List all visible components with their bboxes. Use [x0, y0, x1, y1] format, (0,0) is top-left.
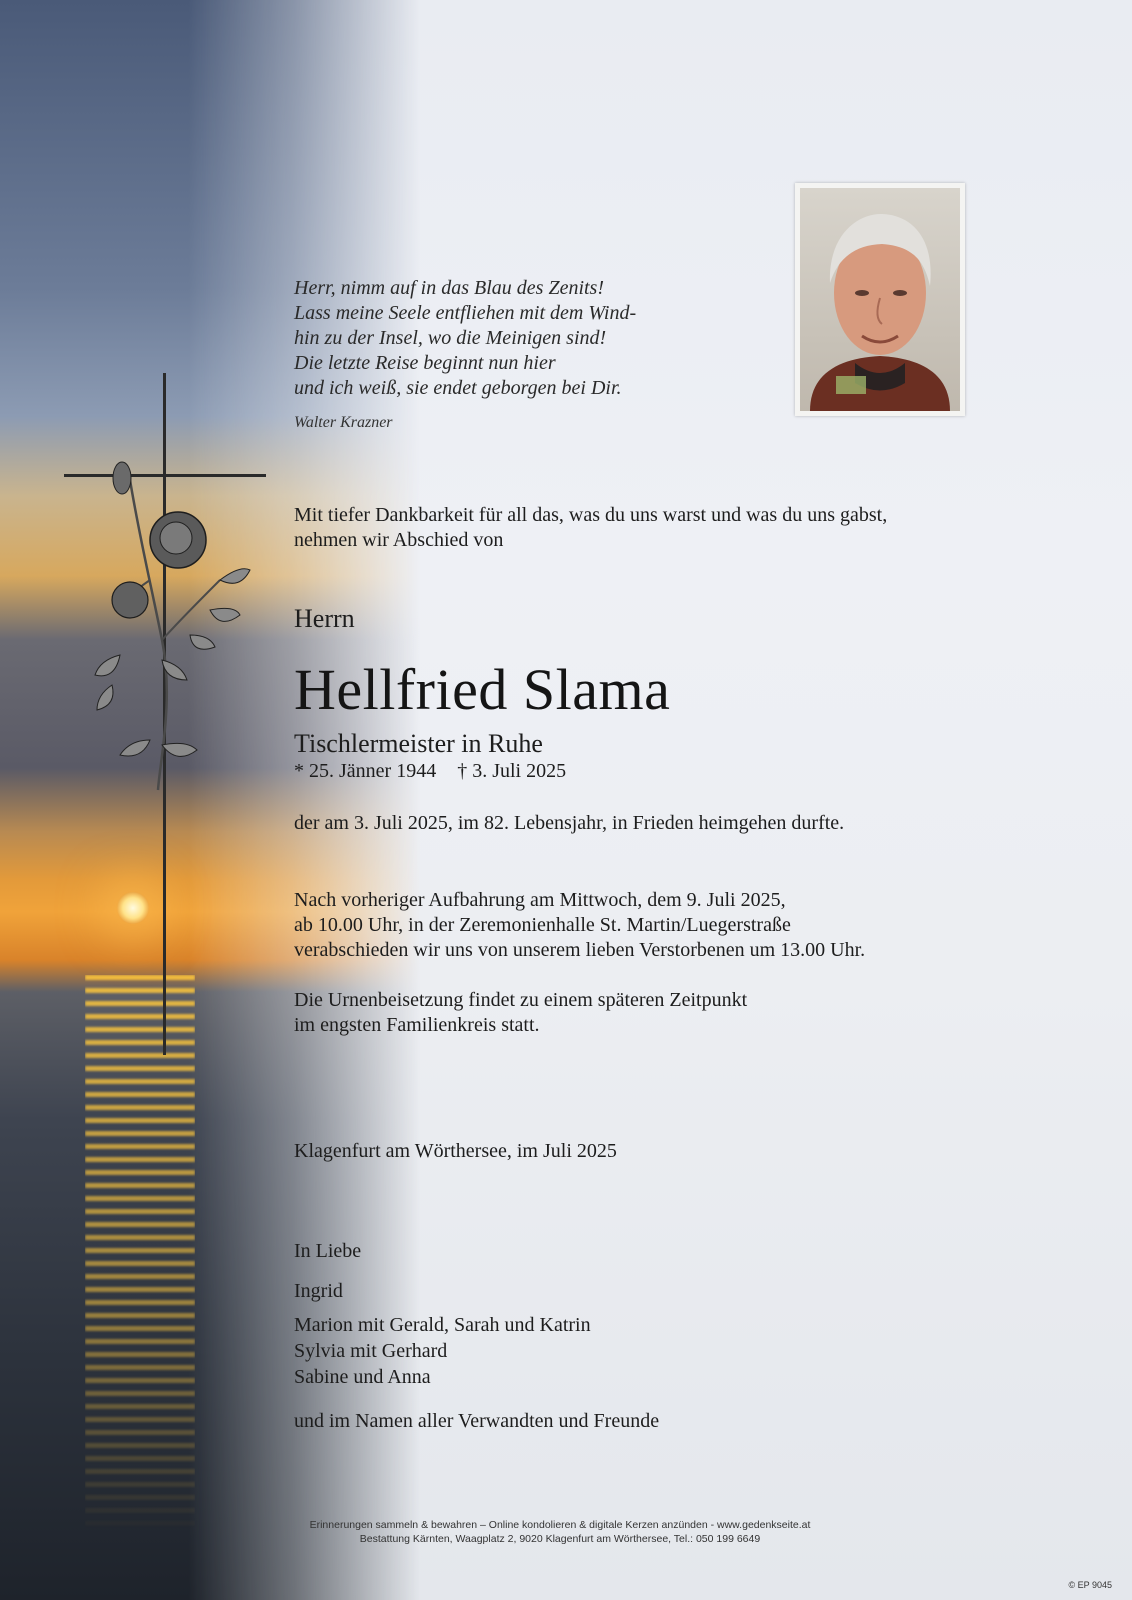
salutation: Herrn [294, 604, 355, 633]
place-date: Klagenfurt am Wörthersee, im Juli 2025 [294, 1140, 617, 1162]
mourners-list [294, 1278, 591, 1390]
urn-line: Die Urnenbeisetzung findet zu einem späteren Zeitpunkt [294, 989, 748, 1011]
death-note: der am 3. Juli 2025, im 82. Lebensjahr, in Frieden heimgehen durfte. [294, 812, 845, 834]
urn-info [294, 988, 747, 1038]
deceased-profession: Tischlermeister in Ruhe [294, 729, 543, 758]
ceremony-info [294, 888, 865, 963]
ceremony-line: verabschieden wir uns von unserem lieben Verstorbenen um 13.00 Uhr. [294, 939, 866, 961]
poem-author: Walter Krazner [294, 414, 393, 431]
deceased-name: Hellfried Slama [294, 657, 671, 722]
ceremony-line: Nach vorheriger Aufbahrung am Mittwoch, dem 9. Juli 2025, [294, 889, 786, 911]
mourner: Sabine und Anna [294, 1366, 431, 1388]
mourner: Sylvia mit Gerhard [294, 1340, 448, 1362]
intro-line: Mit tiefer Dankbarkeit für all das, was du uns warst und was du uns gabst, [294, 504, 888, 526]
urn-line: im engsten Familienkreis statt. [294, 1014, 540, 1036]
mourners-closing: und im Namen aller Verwandten und Freunde [294, 1410, 660, 1432]
footer [240, 1518, 880, 1546]
ceremony-line: ab 10.00 Uhr, in der Zeremonienhalle St. Martin/Luegerstraße [294, 914, 791, 936]
rose-icon [90, 460, 260, 810]
print-code: © EP 9045 [1068, 1580, 1112, 1590]
poem-line: Lass meine Seele entfliehen mit dem Wind- [294, 302, 637, 324]
life-dates [294, 760, 582, 783]
mourners-intro: In Liebe [294, 1240, 362, 1262]
sun-reflection [85, 975, 195, 1535]
poem [294, 276, 636, 401]
birth-date: * 25. Jänner 1944 [294, 760, 437, 782]
poem-line: Die letzte Reise beginnt nun hier [294, 352, 556, 374]
footer-line: Erinnerungen sammeln & bewahren – Online kondolieren & digitale Kerzen anzünden - www.gedenkseite.at [309, 1519, 811, 1531]
mourner: Ingrid [294, 1280, 343, 1302]
portrait-photo [795, 183, 965, 416]
intro-text [294, 503, 887, 553]
poem-line: und ich weiß, sie endet geborgen bei Dir. [294, 377, 622, 399]
poem-line: hin zu der Insel, wo die Meinigen sind! [294, 327, 607, 349]
mourner: Marion mit Gerald, Sarah und Katrin [294, 1314, 591, 1336]
intro-line: nehmen wir Abschied von [294, 529, 504, 551]
footer-line: Bestattung Kärnten, Waagplatz 2, 9020 Klagenfurt am Wörthersee, Tel.: 050 199 6649 [359, 1533, 761, 1545]
sun [117, 892, 149, 924]
poem-line: Herr, nimm auf in das Blau des Zenits! [294, 277, 604, 299]
death-date: † 3. Juli 2025 [457, 760, 567, 782]
